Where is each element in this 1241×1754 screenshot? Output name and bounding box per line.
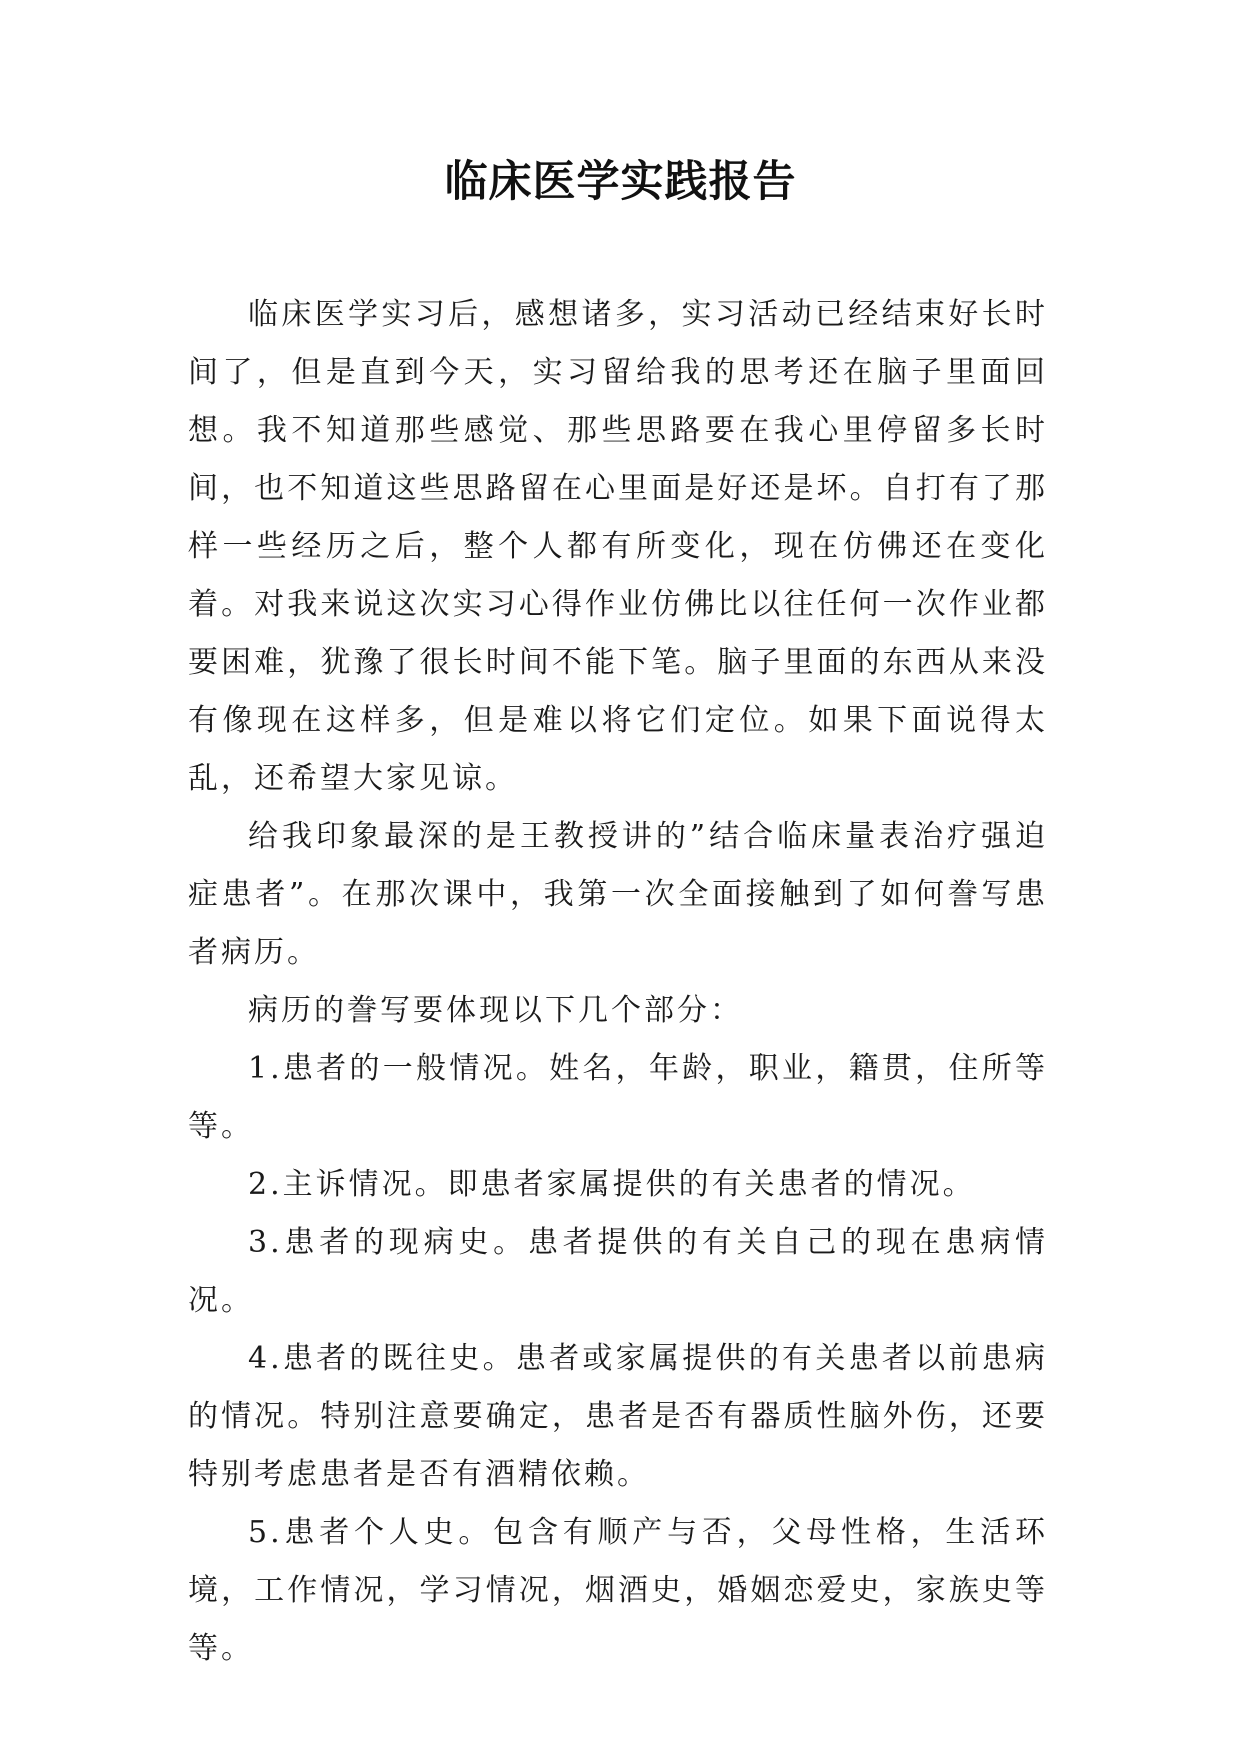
document-body: [188, 286, 1048, 1678]
list-item-present-illness: 3.患者的现病史。患者提供的有关自己的现在患病情况。: [188, 1225, 1048, 1318]
paragraph-record-parts: 病历的誊写要体现以下几个部分：: [248, 993, 743, 1028]
list-item-chief-complaint: 2.主诉情况。即患者家属提供的有关患者的情况。: [248, 1167, 976, 1202]
list-item-past-history: 4.患者的既往史。患者或家属提供的有关患者以前患病的情况。特别注意要确定，患者是否有器质性脑外伤，还要特别考虑患者是否有酒精依赖。: [188, 1341, 1048, 1492]
list-item-personal-history: 5.患者个人史。包含有顺产与否，父母性格，生活环境，工作情况，学习情况，烟酒史，婚姻恋爱史，家族史等等。: [188, 1515, 1048, 1666]
list-item-general-info: 1.患者的一般情况。姓名，年龄，职业，籍贯，住所等等。: [188, 1051, 1048, 1144]
paragraph-intro: 临床医学实习后，感想诸多，实习活动已经结束好长时间了，但是直到今天，实习留给我的思考还在脑子里面回想。我不知道那些感觉、那些思路要在我心里停留多长时间，也不知道这些思路留在心里面是好还是坏。自打有了那样一些经历之后，整个人都有所变化，现在仿佛还在变化着。对我来说这次实习心得作业仿佛比以往任何一次作业都要困难，犹豫了很长时间不能下笔。脑子里面的东西从来没有像现在这样多，但是难以将它们定位。如果下面说得太乱，还希望大家见谅。: [188, 297, 1048, 796]
document-title: 临床医学实践报告: [444, 157, 797, 207]
paragraph-impression: 给我印象最深的是王教授讲的”结合临床量表治疗强迫症患者”。在那次课中，我第一次全面接触到了如何誊写患者病历。: [188, 819, 1048, 970]
